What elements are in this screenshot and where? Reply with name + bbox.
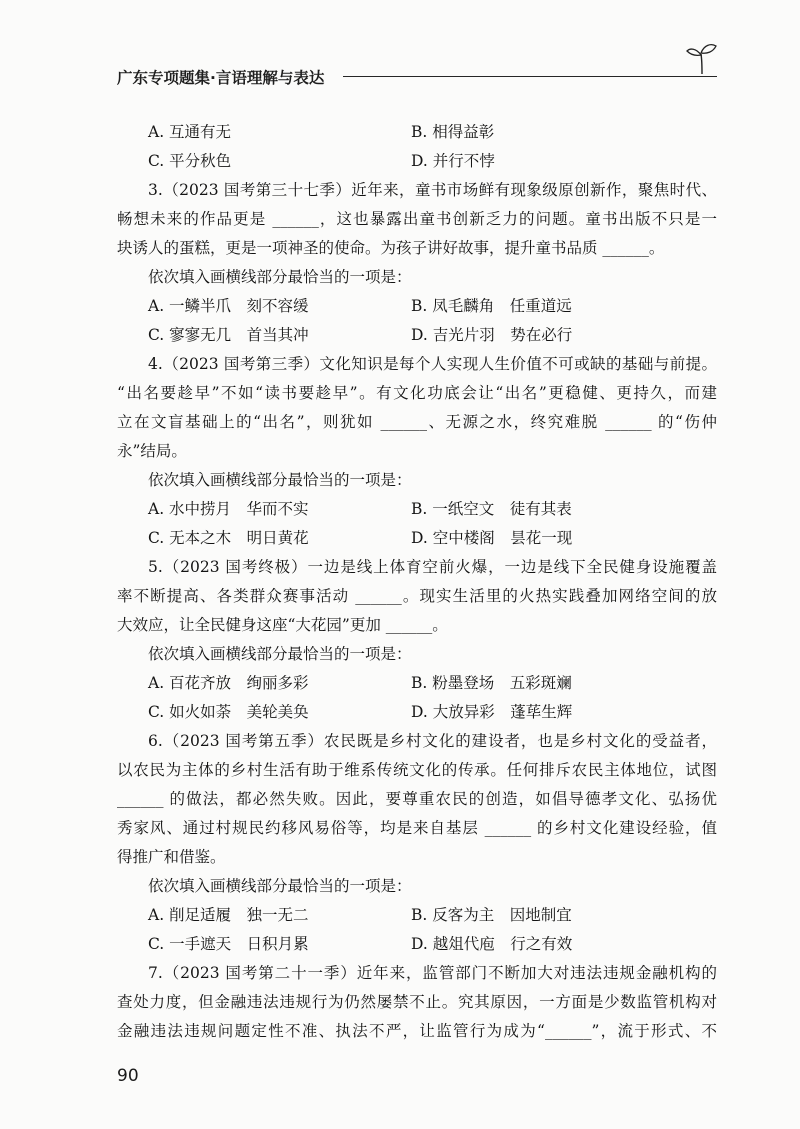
option-left: A. 削足适履 独一无二: [148, 906, 309, 924]
text-line: 大效应，让全民健身这座“大花园”更加 ______。: [117, 616, 448, 634]
text-line: 6.（2023 国考第五季）农民既是乡村文化的建设者，也是乡村文化的受益者，: [148, 732, 717, 750]
option-left: A. 百花齐放 绚丽多彩: [148, 674, 309, 692]
option-right: B. 一纸空文 徒有其表: [411, 500, 572, 518]
option-left: C. 如火如荼 美轮美奂: [148, 703, 309, 721]
option-left: C. 一手遮天 日积月累: [148, 935, 309, 953]
option-row: [117, 118, 717, 147]
option-left: A. 水中捞月 华而不实: [148, 500, 309, 518]
text-line: 4.（2023 国考第三季）文化知识是每个人实现人生价值不可或缺的基础与前提。: [148, 355, 717, 373]
text-line: 以农民为主体的乡村生活有助于维系传统文化的传承。任何排斥农民主体地位，试图: [117, 761, 717, 779]
option-right: D. 吉光片羽 势在必行: [411, 326, 573, 344]
option-row: [117, 669, 717, 698]
option-right: B. 凤毛麟角 任重道远: [411, 297, 572, 315]
text-line: 立在文盲基础上的“出名”，则犹如 ______、无源之水，终究难脱 ______ 的“伤仲: [117, 413, 717, 431]
text-line: 7.（2023 国考第二十一季）近年来，监管部门不断加大对违法违规金融机构的: [148, 964, 717, 982]
option-right: B. 粉墨登场 五彩斑斓: [411, 674, 572, 692]
running-header: [117, 60, 717, 88]
text-line: 永”结局。: [117, 442, 187, 460]
question-content: [117, 118, 717, 1046]
option-right: D. 大放异彩 蓬荜生辉: [411, 703, 573, 721]
option-row: [117, 698, 717, 727]
text-line: 查处力度，但金融违法违规行为仍然屡禁不止。究其原因，一方面是少数监管机构对: [117, 993, 717, 1011]
option-row: [117, 901, 717, 930]
option-left: A. 互通有无: [148, 123, 232, 141]
text-line: “出名要趁早”不如“读书要趁早”。有文化功底会让“出名”更稳健、更持久，而建: [117, 384, 717, 402]
option-right: D. 并行不悖: [411, 152, 495, 170]
header-title: 广东专项题集·言语理解与表达: [117, 69, 325, 87]
option-left: C. 无本之木 明日黄花: [148, 529, 309, 547]
option-right: B. 反客为主 因地制宜: [411, 906, 572, 924]
option-row: [117, 524, 717, 553]
text-line: 5.（2023 国考终极）一边是线上体育空前火爆，一边是线下全民健身设施覆盖: [148, 558, 717, 576]
text-line: 块诱人的蛋糕，更是一项神圣的使命。为孩子讲好故事，提升童书品质 ______。: [117, 239, 665, 257]
option-row: [117, 930, 717, 959]
page-number: 90: [117, 1066, 139, 1086]
sprout-icon: [684, 40, 720, 76]
text-line: 畅想未来的作品更是 ______，这也暴露出童书创新乏力的问题。童书出版不只是一: [117, 210, 717, 228]
text-line: 依次填入画横线部分最恰当的一项是：: [148, 645, 412, 663]
text-line: 依次填入画横线部分最恰当的一项是：: [148, 877, 412, 895]
option-right: D. 空中楼阁 昙花一现: [411, 529, 573, 547]
text-line: ______ 的做法，都必然失败。因此，要尊重农民的创造，如倡导德孝文化、弘扬优: [117, 790, 717, 808]
text-line: 依次填入画横线部分最恰当的一项是：: [148, 268, 412, 286]
header-rule: [343, 76, 717, 77]
option-right: B. 相得益彰: [411, 123, 495, 141]
option-left: A. 一鳞半爪 刻不容缓: [148, 297, 309, 315]
option-row: [117, 495, 717, 524]
option-left: C. 平分秋色: [148, 152, 232, 170]
text-line: 依次填入画横线部分最恰当的一项是：: [148, 471, 412, 489]
option-row: [117, 292, 717, 321]
option-row: [117, 321, 717, 350]
text-line: 3.（2023 国考第三十七季）近年来，童书市场鲜有现象级原创新作，聚焦时代、: [148, 181, 717, 199]
text-line: 得推广和借鉴。: [117, 848, 226, 866]
option-right: D. 越俎代庖 行之有效: [411, 935, 573, 953]
option-row: [117, 147, 717, 176]
text-line: 率不断提高、各类群众赛事活动 ______。现实生活里的火热实践叠加网络空间的放: [117, 587, 717, 605]
option-left: C. 寥寥无几 首当其冲: [148, 326, 309, 344]
text-line: 金融违法违规问题定性不准、执法不严，让监管行为成为“______”，流于形式、不: [117, 1022, 717, 1040]
text-line: 秀家风、通过村规民约移风易俗等，均是来自基层 ______ 的乡村文化建设经验，值: [117, 819, 717, 837]
